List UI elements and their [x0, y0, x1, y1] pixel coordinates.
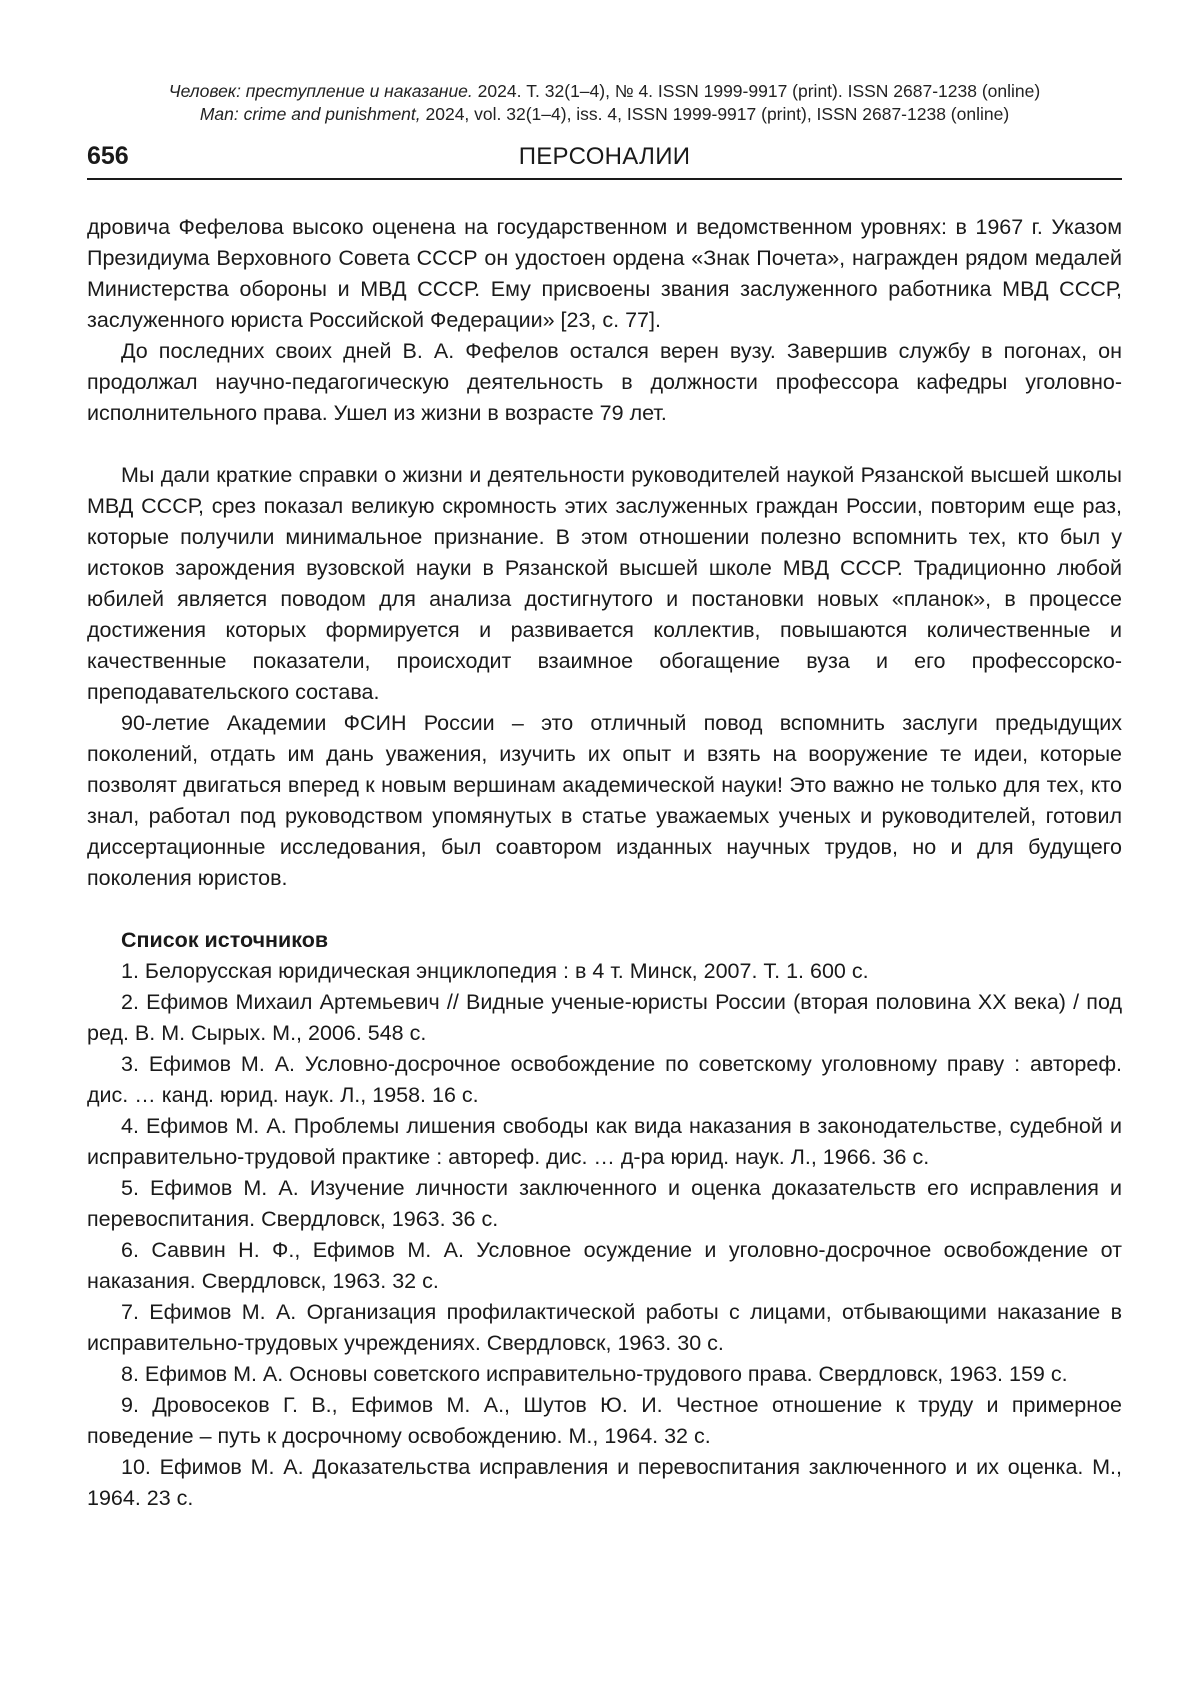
paragraph: Мы дали краткие справки о жизни и деятельности руководителей наукой Рязанской высшей школы МВД СССР, срез показал великую скромность этих заслуженных граждан России, повторим еще раз, которые получили минимальное признание. В этом отношении полезно вспомнить тех, кто был у истоков зарождения вузовской науки в Рязанской высшей школе МВД СССР. Традиционно любой юбилей является поводом для анализа достигнутого и постановки новых «планок», в процессе достижения которых формируется и развивается коллектив, повышаются количественные и качественные показатели, происходит взаимное обогащение вуза и его профессорско-преподавательского состава.: [87, 463, 1122, 704]
page-header: [87, 138, 1122, 180]
references-heading: Список источников: [121, 928, 329, 952]
journal-header-ru: [87, 80, 1122, 103]
reference-item: 3. Ефимов М. А. Условно-досрочное освобождение по советскому уголовному праву : автореф. дис. … канд. юрид. наук. Л., 1958. 16 с.: [87, 1052, 1122, 1107]
reference-item: 7. Ефимов М. А. Организация профилактической работы с лицами, отбывающими наказание в исправительно-трудовых учреждениях. Свердловск, 1963. 30 с.: [87, 1300, 1122, 1355]
reference-item: 2. Ефимов Михаил Артемьевич // Видные ученые-юристы России (вторая половина XX века) / под ред. В. М. Сырых. М., 2006. 548 с.: [87, 990, 1122, 1045]
journal-header-en: [87, 103, 1122, 126]
reference-item: 8. Ефимов М. А. Основы советского исправительно-трудового права. Свердловск, 1963. 159 с.: [121, 1362, 1068, 1386]
section-title: ПЕРСОНАЛИИ: [518, 143, 691, 170]
paragraph: 90-летие Академии ФСИН России – это отличный повод вспомнить заслуги предыдущих поколений, отдать им дань уважения, изучить их опыт и взять на вооружение те идеи, которые позволят двигаться вперед к новым вершинам академической науки! Это важно не только для тех, кто знал, работал под руководством упомянутых в статье уважаемых ученых и руководителей, готовил диссертационные исследования, был соавтором изданных научных трудов, но и для будущего поколения юристов.: [87, 711, 1122, 890]
journal-title-ru: Человек: преступление и наказание.: [168, 81, 473, 101]
section-spacer: [87, 894, 1122, 925]
journal-details-ru: 2024. Т. 32(1–4), № 4. ISSN 1999-9917 (print). ISSN 2687-1238 (online): [472, 81, 1041, 101]
journal-title-en: Man: crime and punishment,: [199, 104, 421, 124]
paragraph-spacer: [87, 429, 1122, 460]
reference-item: 9. Дровосеков Г. В., Ефимов М. А., Шутов Ю. И. Честное отношение к труду и примерное поведение – путь к досрочному освобождению. М., 1964. 32 с.: [87, 1393, 1122, 1448]
journal-details-en: 2024, vol. 32(1–4), iss. 4, ISSN 1999-9917 (print), ISSN 2687-1238 (online): [420, 104, 1010, 124]
reference-item: 10. Ефимов М. А. Доказательства исправления и перевоспитания заключенного и их оценка. М., 1964. 23 с.: [87, 1455, 1122, 1510]
paragraph: дровича Фефелова высоко оценена на государственном и ведомственном уровнях: в 1967 г. Указом Президиума Верховного Совета СССР он удостоен ордена «Знак Почета», награжден рядом медалей Министерства обороны и МВД СССР. Ему присвоены звания заслуженного работника МВД СССР, заслуженного юриста Российской Федерации» [23, с. 77].: [87, 215, 1122, 332]
paragraph: До последних своих дней В. А. Фефелов остался верен вузу. Завершив службу в погонах, он продолжал научно-педагогическую деятельность в должности профессора кафедры уголовно-исполнительного права. Ушел из жизни в возрасте 79 лет.: [87, 339, 1122, 425]
article-body: [87, 212, 1122, 1514]
reference-item: 4. Ефимов М. А. Проблемы лишения свободы как вида наказания в законодательстве, судебной и исправительно-трудовой практике : автореф. дис. … д-ра юрид. наук. Л., 1966. 36 с.: [87, 1114, 1122, 1169]
document-page: [87, 80, 1122, 1514]
reference-item: 6. Саввин Н. Ф., Ефимов М. А. Условное осуждение и уголовно-досрочное освобождение от наказания. Свердловск, 1963. 32 с.: [87, 1238, 1122, 1293]
page-number: 656: [87, 142, 129, 170]
reference-item: 1. Белорусская юридическая энциклопедия : в 4 т. Минск, 2007. Т. 1. 600 с.: [121, 959, 869, 983]
reference-item: 5. Ефимов М. А. Изучение личности заключенного и оценка доказательств его исправления и перевоспитания. Свердловск, 1963. 36 с.: [87, 1176, 1122, 1231]
